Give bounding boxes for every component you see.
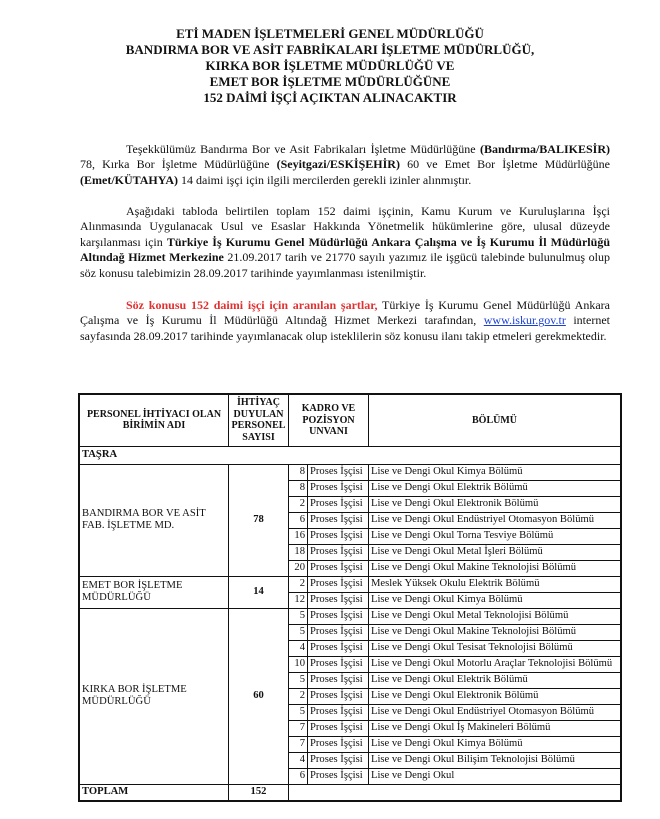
position-count-cell: 18 [289, 544, 308, 560]
position-title-cell: Proses İşçisi [308, 672, 369, 688]
para1-text-3: 60 ve Emet Bor İşletme Müdürlüğüne [399, 157, 610, 172]
unit-total-cell: 60 [229, 608, 289, 784]
col-header-unit: PERSONEL İHTİYACI OLAN BİRİMİN ADI [79, 394, 229, 446]
department-cell: Lise ve Dengi Okul Bilişim Teknolojisi Bölümü [369, 752, 622, 768]
position-title-cell: Proses İşçisi [308, 496, 369, 512]
position-count-cell: 6 [289, 768, 308, 784]
position-count-cell: 20 [289, 560, 308, 576]
position-title-cell: Proses İşçisi [308, 576, 369, 592]
department-cell: Lise ve Dengi Okul [369, 768, 622, 784]
header-line-3: KIRKA BOR İŞLETME MÜDÜRLÜĞÜ VE [205, 58, 455, 73]
department-cell: Lise ve Dengi Okul Endüstriyel Otomasyon Bölümü [369, 704, 622, 720]
position-count-cell: 8 [289, 464, 308, 480]
position-title-cell: Proses İşçisi [308, 720, 369, 736]
personnel-table [78, 393, 622, 802]
para3-text-2: internet sayfasında 28.09.2017 tarihinde yayımlanacak olup isteklilerin söz konusu ilanı takip etmeleri gerekmektedir. [80, 313, 610, 343]
department-cell: Lise ve Dengi Okul Kimya Bölümü [369, 736, 622, 752]
unit-name-cell: BANDIRMA BOR VE ASİT FAB. İŞLETME MD. [79, 464, 229, 576]
para3-text-1: Türkiye İş Kurumu Genel Müdürlüğü Ankara Çalışma ve İş Kurumu İl Müdürlüğü Altındağ Hizmet Merkezi tarafından, [80, 298, 610, 328]
unit-total-cell: 14 [229, 576, 289, 608]
department-cell: Lise ve Dengi Okul Elektronik Bölümü [369, 688, 622, 704]
position-count-cell: 4 [289, 752, 308, 768]
conditions-highlight: Söz konusu 152 daimi işçi için aranılan şartlar, [126, 298, 378, 312]
position-title-cell: Proses İşçisi [308, 752, 369, 768]
department-cell: Lise ve Dengi Okul Elektrik Bölümü [369, 480, 622, 496]
position-count-cell: 2 [289, 688, 308, 704]
position-title-cell: Proses İşçisi [308, 480, 369, 496]
department-cell: Lise ve Dengi Okul Makine Teknolojisi Bölümü [369, 560, 622, 576]
department-cell: Lise ve Dengi Okul Kimya Bölümü [369, 464, 622, 480]
total-label: TOPLAM [79, 784, 229, 801]
position-title-cell: Proses İşçisi [308, 640, 369, 656]
position-count-cell: 16 [289, 528, 308, 544]
col-header-cadre: KADRO VE POZİSYON UNVANI [289, 394, 369, 446]
position-count-cell: 5 [289, 672, 308, 688]
section-label: TAŞRA [79, 446, 621, 464]
unit-name-cell: KIRKA BOR İŞLETME MÜDÜRLÜĞÜ [79, 608, 229, 784]
position-count-cell: 6 [289, 512, 308, 528]
department-cell: Lise ve Dengi Okul Metal Teknolojisi Bölümü [369, 608, 622, 624]
para1-text-1: Teşekkülümüz Bandırma Bor ve Asit Fabrikaları İşletme Müdürlüğüne [126, 142, 476, 156]
position-count-cell: 4 [289, 640, 308, 656]
paragraph-1 [80, 142, 610, 188]
position-title-cell: Proses İşçisi [308, 464, 369, 480]
position-title-cell: Proses İşçisi [308, 560, 369, 576]
total-empty-cell [289, 784, 622, 801]
position-title-cell: Proses İşçisi [308, 768, 369, 784]
department-cell: Lise ve Dengi Okul Metal İşleri Bölümü [369, 544, 622, 560]
col-header-dept: BÖLÜMÜ [369, 394, 622, 446]
header-line-2: BANDIRMA BOR VE ASİT FABRİKALARI İŞLETME MÜDÜRLÜĞÜ, [125, 42, 535, 57]
position-title-cell: Proses İşçisi [308, 688, 369, 704]
unit-name-cell: EMET BOR İŞLETME MÜDÜRLÜĞÜ [79, 576, 229, 608]
department-cell: Lise ve Dengi Okul Makine Teknolojisi Bölümü [369, 624, 622, 640]
department-cell: Lise ve Dengi Okul Kimya Bölümü [369, 592, 622, 608]
position-title-cell: Proses İşçisi [308, 544, 369, 560]
department-cell: Lise ve Dengi Okul Elektronik Bölümü [369, 496, 622, 512]
department-cell: Lise ve Dengi Okul Torna Tesviye Bölümü [369, 528, 622, 544]
table-row [79, 576, 621, 592]
position-count-cell: 5 [289, 624, 308, 640]
header-line-1: ETİ MADEN İŞLETMELERİ GENEL MÜDÜRLÜĞÜ [176, 26, 484, 41]
para1-bold-2: (Seyitgazi/ESKİŞEHİR) [276, 157, 400, 172]
position-title-cell: Proses İşçisi [308, 704, 369, 720]
position-count-cell: 8 [289, 480, 308, 496]
position-count-cell: 7 [289, 720, 308, 736]
department-cell: Lise ve Dengi Okul Motorlu Araçlar Teknolojisi Bölümü [369, 656, 622, 672]
position-title-cell: Proses İşçisi [308, 528, 369, 544]
table-row [79, 608, 621, 624]
total-value: 152 [229, 784, 289, 801]
position-title-cell: Proses İşçisi [308, 592, 369, 608]
para1-text-4: 14 daimi işçi için ilgili mercilerden gerekli izinler alınmıştır. [178, 172, 472, 187]
iskur-link[interactable]: www.iskur.gov.tr [483, 313, 566, 328]
department-cell: Lise ve Dengi Okul Tesisat Teknolojisi Bölümü [369, 640, 622, 656]
header-line-5: 152 DAİMİ İŞÇİ AÇIKTAN ALINACAKTIR [203, 90, 457, 105]
position-title-cell: Proses İşçisi [308, 512, 369, 528]
col-header-count: İHTİYAÇ DUYULAN PERSONEL SAYISI [229, 394, 289, 446]
para2-bold-1: Türkiye İş Kurumu Genel Müdürlüğü Ankara Çalışma ve İş Kurumu İl Müdürlüğü Altındağ Hizmet Merkezine [80, 234, 610, 265]
announcement-header [0, 26, 660, 106]
position-count-cell: 5 [289, 704, 308, 720]
paragraph-3 [80, 298, 610, 344]
department-cell: Lise ve Dengi Okul Elektrik Bölümü [369, 672, 622, 688]
position-title-cell: Proses İşçisi [308, 624, 369, 640]
unit-total-cell: 78 [229, 464, 289, 576]
header-line-4: EMET BOR İŞLETME MÜDÜRLÜĞÜNE [209, 74, 451, 89]
position-count-cell: 2 [289, 496, 308, 512]
position-count-cell: 2 [289, 576, 308, 592]
position-count-cell: 12 [289, 592, 308, 608]
para2-text-2: 21.09.2017 tarih ve 21770 sayılı yazımız ile işgücü talebinde bulunulmuş olup söz konusu talebimizin 28.09.2017 tarihinde yayımlanması istenilmiştir. [80, 250, 610, 280]
total-row [79, 784, 621, 801]
para1-bold-1: (Bandırma/BALIKESİR) [479, 142, 610, 156]
position-title-cell: Proses İşçisi [308, 608, 369, 624]
department-cell: Lise ve Dengi Okul İş Makineleri Bölümü [369, 720, 622, 736]
para2-text-1: Aşağıdaki tabloda belirtilen toplam 152 daimi işçinin, Kamu Kurum ve Kuruluşlarına İşçi Alınmasında Uygulanacak Usul ve Esaslar Hakkında Yönetmelik hükümlerine göre, ulusal düzeyde karşılanması için [80, 204, 610, 249]
position-count-cell: 7 [289, 736, 308, 752]
position-title-cell: Proses İşçisi [308, 736, 369, 752]
para1-text-2: 78, Kırka Bor İşletme Müdürlüğüne [80, 157, 277, 172]
position-title-cell: Proses İşçisi [308, 656, 369, 672]
table-row [79, 464, 621, 480]
paragraph-2 [80, 204, 610, 281]
para1-bold-3: (Emet/KÜTAHYA) [80, 172, 178, 187]
position-count-cell: 10 [289, 656, 308, 672]
position-count-cell: 5 [289, 608, 308, 624]
department-cell: Lise ve Dengi Okul Endüstriyel Otomasyon Bölümü [369, 512, 622, 528]
department-cell: Meslek Yüksek Okulu Elektrik Bölümü [369, 576, 622, 592]
